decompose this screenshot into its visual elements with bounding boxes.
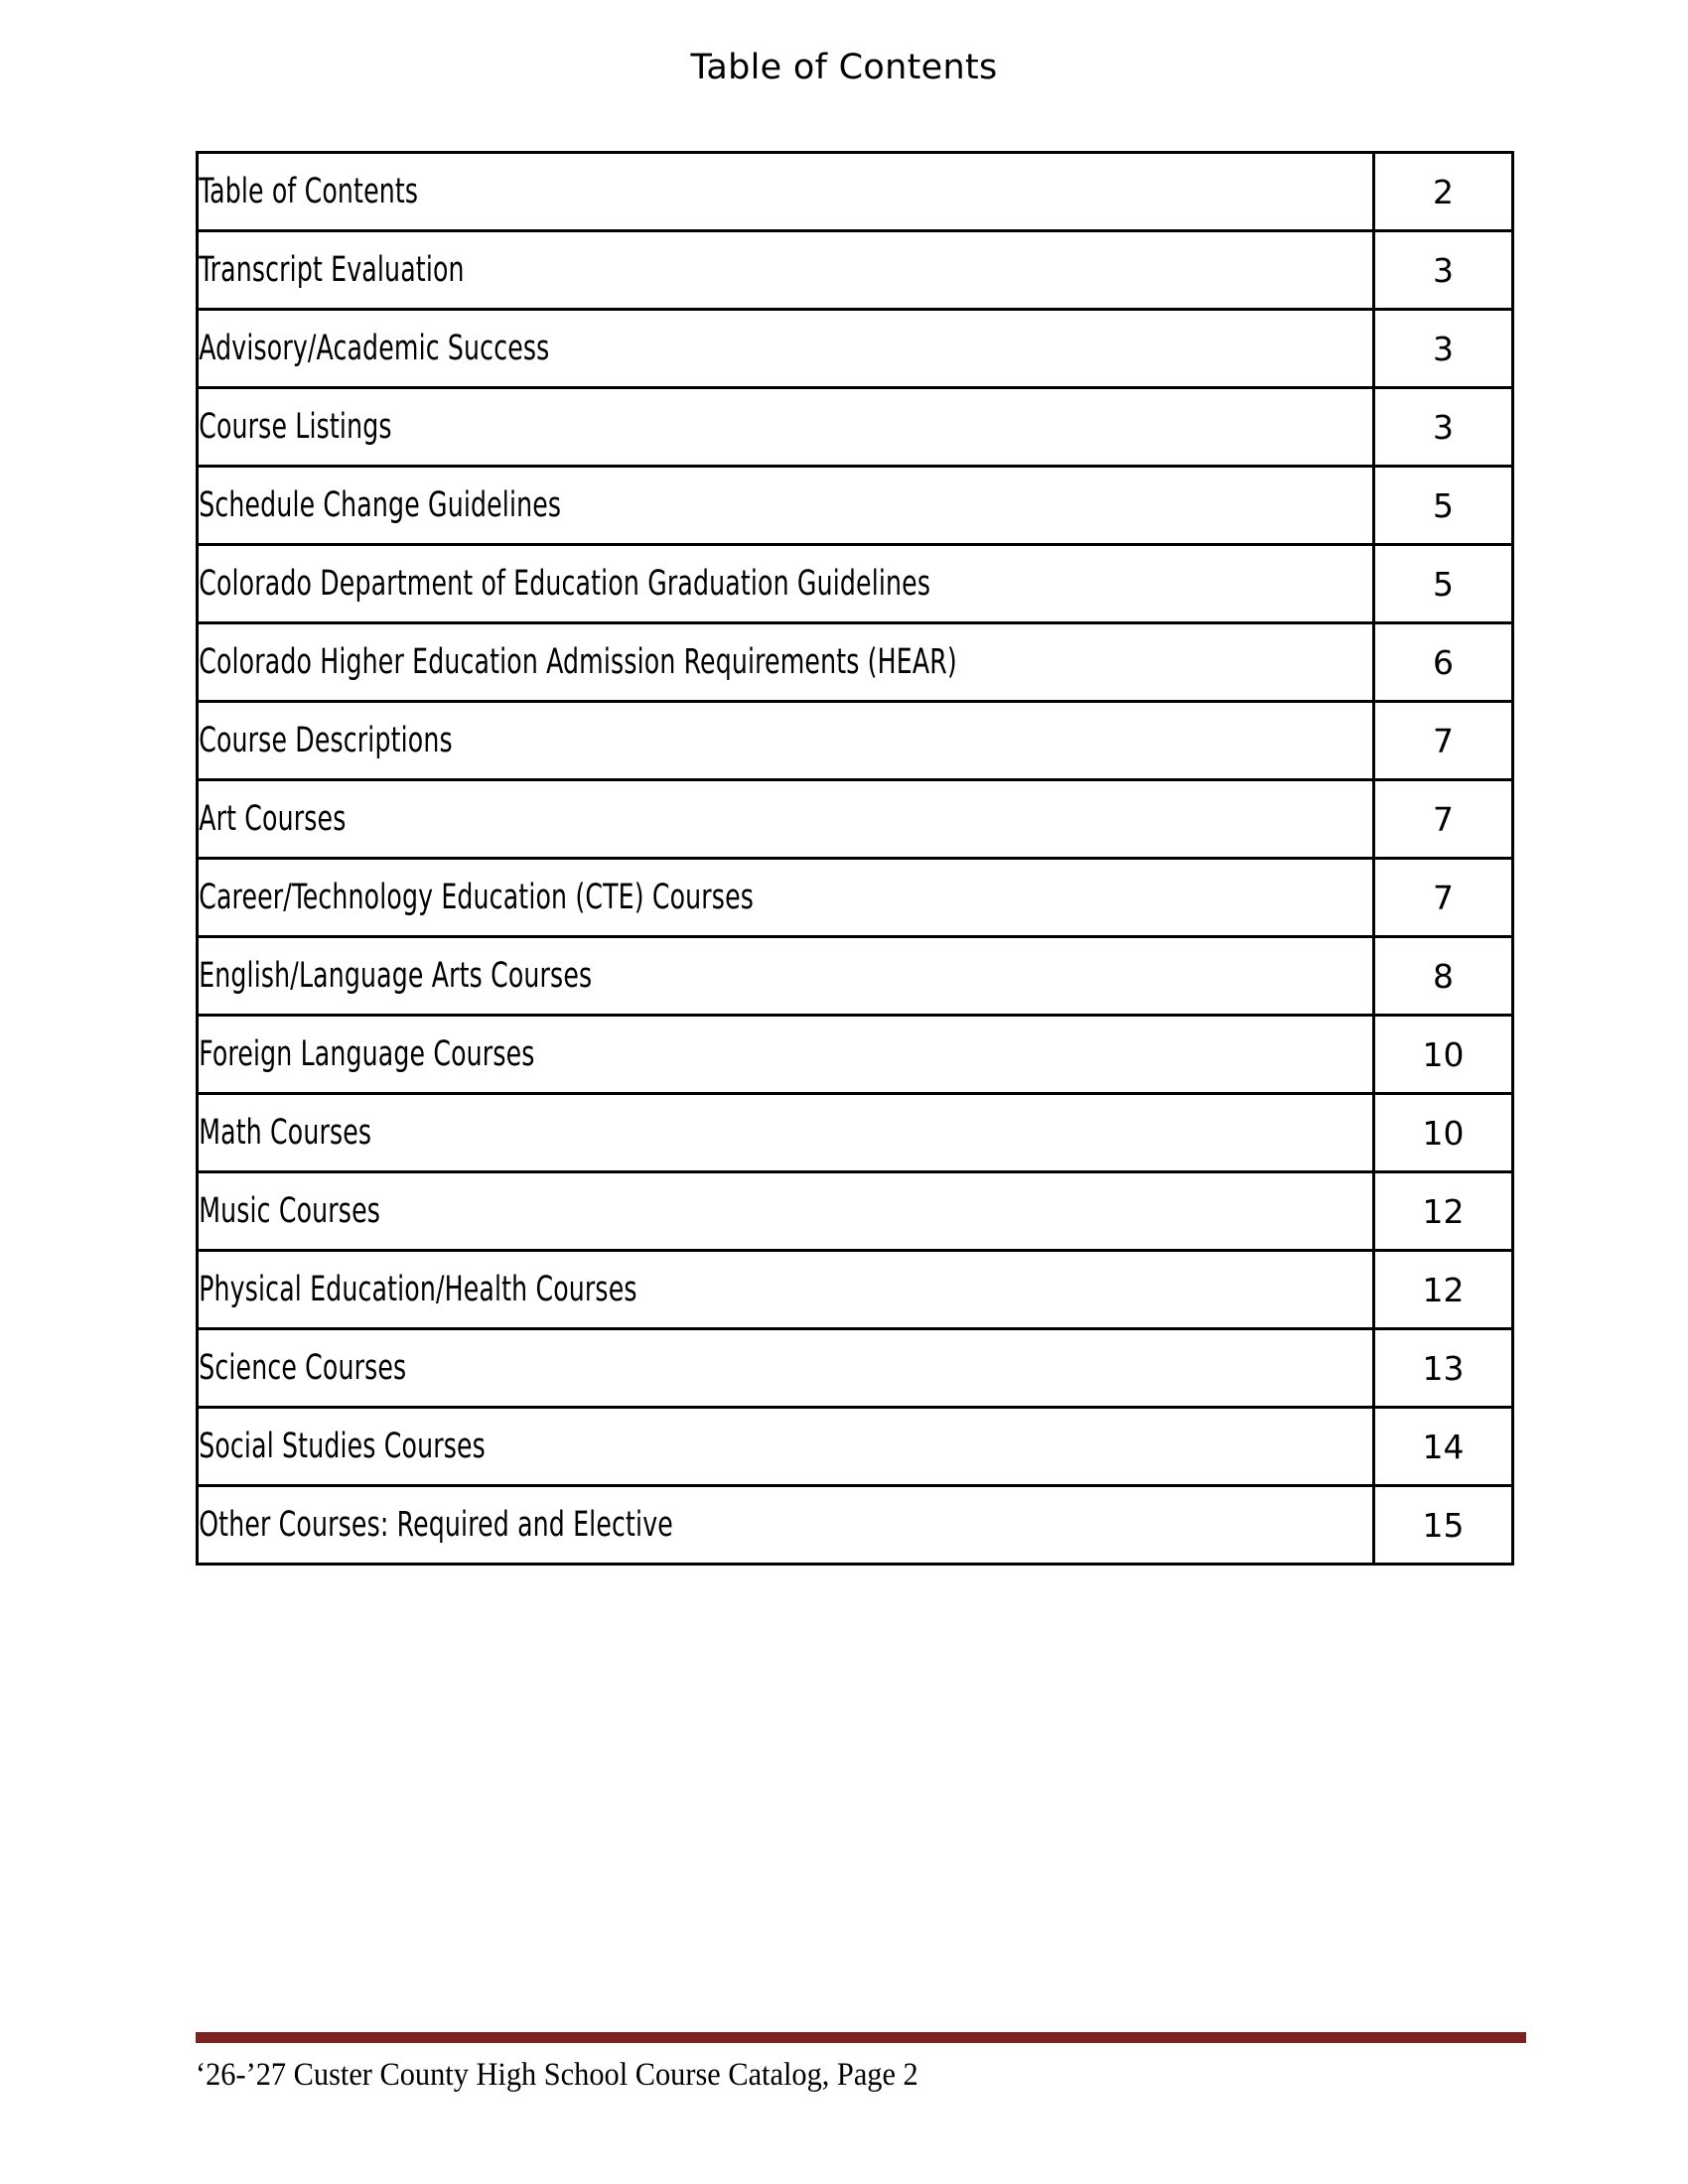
toc-entry-label[interactable]: Other Courses: Required and Elective — [198, 1486, 1139, 1565]
table-row — [198, 388, 1513, 467]
footer-divider — [196, 2032, 1526, 2043]
table-row — [198, 1251, 1513, 1329]
toc-entry-page-number: 7 — [1374, 859, 1513, 937]
toc-entry-page-number: 13 — [1374, 1329, 1513, 1408]
toc-entry-page-number: 2 — [1374, 153, 1513, 231]
toc-entry-label[interactable]: Math Courses — [198, 1094, 1139, 1172]
toc-entry-label[interactable]: Colorado Higher Education Admission Requirements (HEAR) — [198, 623, 1139, 702]
toc-entry-label[interactable]: Colorado Department of Education Graduation Guidelines — [198, 545, 1139, 623]
toc-entry-page-number: 5 — [1374, 545, 1513, 623]
toc-entry-label[interactable]: Transcript Evaluation — [198, 231, 1139, 310]
table-row — [198, 859, 1513, 937]
toc-entry-label[interactable]: Music Courses — [198, 1172, 1139, 1251]
table-row — [198, 780, 1513, 859]
toc-entry-page-number: 3 — [1374, 231, 1513, 310]
footer-caption: ‘26-’27 Custer County High School Course Catalog, Page 2 — [196, 2057, 918, 2093]
toc-entry-page-number: 3 — [1374, 388, 1513, 467]
toc-entry-label[interactable]: Social Studies Courses — [198, 1408, 1139, 1486]
toc-entry-page-number: 15 — [1374, 1486, 1513, 1565]
table-row — [198, 702, 1513, 780]
toc-entry-label[interactable]: Art Courses — [198, 780, 1139, 859]
toc-entry-label[interactable]: Career/Technology Education (CTE) Courses — [198, 859, 1139, 937]
toc-entry-page-number: 6 — [1374, 623, 1513, 702]
toc-entry-label[interactable]: Science Courses — [198, 1329, 1139, 1408]
toc-entry-page-number: 10 — [1374, 1094, 1513, 1172]
table-row — [198, 153, 1513, 231]
toc-entry-page-number: 8 — [1374, 937, 1513, 1016]
table-row — [198, 467, 1513, 545]
toc-entry-label[interactable]: Advisory/Academic Success — [198, 310, 1139, 388]
toc-entry-page-number: 14 — [1374, 1408, 1513, 1486]
table-row — [198, 1486, 1513, 1565]
toc-entry-label[interactable]: Course Descriptions — [198, 702, 1139, 780]
toc-entry-label[interactable]: Foreign Language Courses — [198, 1016, 1139, 1094]
toc-entry-page-number: 12 — [1374, 1172, 1513, 1251]
table-row — [198, 1016, 1513, 1094]
table-row — [198, 1408, 1513, 1486]
page-title: Table of Contents — [690, 48, 998, 87]
toc-table — [196, 151, 1514, 1566]
toc-entry-label[interactable]: Table of Contents — [198, 153, 1139, 231]
table-of-contents — [196, 151, 1511, 1566]
toc-entry-page-number: 7 — [1374, 780, 1513, 859]
table-row — [198, 545, 1513, 623]
toc-entry-label[interactable]: Course Listings — [198, 388, 1139, 467]
toc-entry-page-number: 7 — [1374, 702, 1513, 780]
table-row — [198, 1172, 1513, 1251]
toc-entry-label[interactable]: Schedule Change Guidelines — [198, 467, 1139, 545]
table-row — [198, 231, 1513, 310]
toc-entry-page-number: 3 — [1374, 310, 1513, 388]
table-row — [198, 310, 1513, 388]
toc-entry-page-number: 10 — [1374, 1016, 1513, 1094]
table-row — [198, 1329, 1513, 1408]
toc-entry-page-number: 12 — [1374, 1251, 1513, 1329]
toc-entry-label[interactable]: Physical Education/Health Courses — [198, 1251, 1139, 1329]
table-row — [198, 623, 1513, 702]
toc-entry-label[interactable]: English/Language Arts Courses — [198, 937, 1139, 1016]
table-row — [198, 937, 1513, 1016]
table-row — [198, 1094, 1513, 1172]
toc-entry-page-number: 5 — [1374, 467, 1513, 545]
